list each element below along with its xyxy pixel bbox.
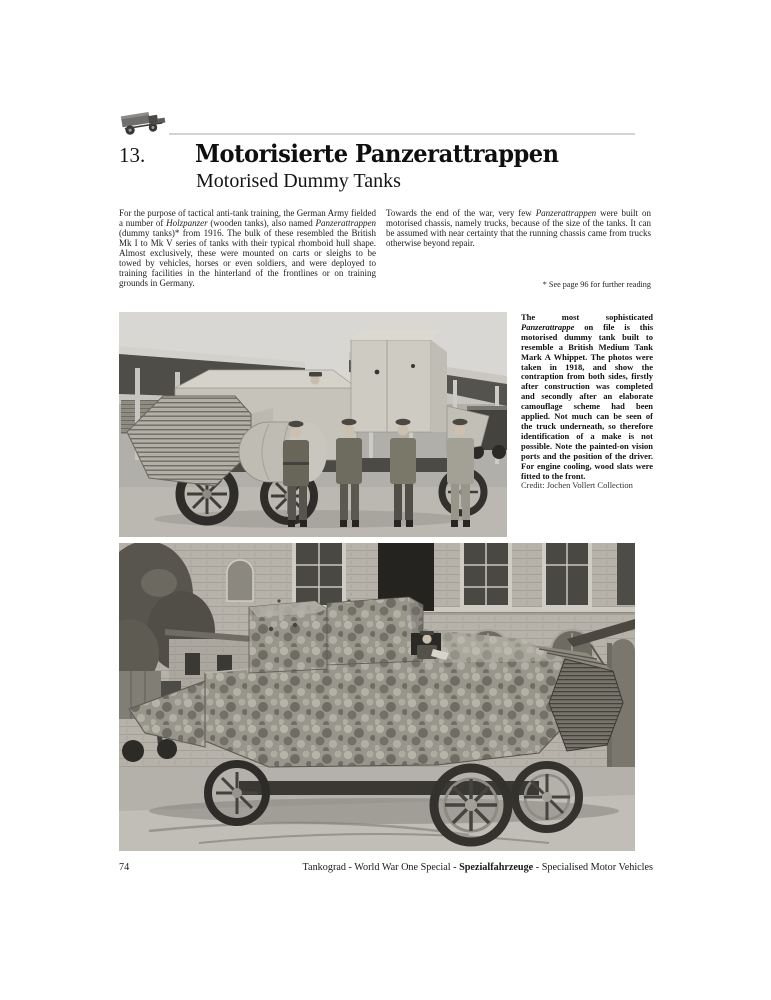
photo-caption xyxy=(521,313,653,491)
chapter-number: 13. xyxy=(119,143,146,167)
vision-port xyxy=(269,627,273,631)
page-number: 74 xyxy=(119,862,130,873)
chapter-title-english: Motorised Dummy Tanks xyxy=(196,170,401,192)
wheel xyxy=(208,764,266,822)
window xyxy=(460,543,512,610)
header-rule xyxy=(169,133,635,135)
photo-dummy-tank-plain xyxy=(119,312,507,537)
chapter-title-german: Motorisierte Panzerattrappen xyxy=(195,139,559,168)
small-arched-window xyxy=(227,560,253,601)
window xyxy=(292,543,346,610)
vintage-truck-icon xyxy=(116,105,170,137)
photo-credit: Credit: Jochen Vollert Collection xyxy=(521,480,633,491)
vision-port xyxy=(293,623,297,627)
caption-text: The most sophisticated Panzerattrappe on file is this motorised dummy tank built to resemble a British Medium Tank Mark A Whippet. The photos were taken in 1918, and show the contraption from both sides, firstly after construction was completed and secondly after an elaborate camouflage scheme had been applied. Not much can be seen of the truck underneath, so therefore identification of a make is not possible. Note the painted-on vision ports and the position of the driver. For engine cooling, wood slats were fitted to the front. xyxy=(521,312,653,481)
footer-text: Tankograd - World War One Special - Spezialfahrzeuge - Specialised Motor Vehicles xyxy=(302,862,653,873)
rear-turret xyxy=(351,330,447,432)
photo-dummy-tank-camouflaged xyxy=(119,543,635,851)
vision-port xyxy=(375,370,380,375)
turret-box xyxy=(327,597,423,665)
window xyxy=(542,543,592,610)
intro-paragraph-right: Towards the end of the war, very few Panzerattrappen were built on motorised chassis, namely trucks, because of the size of the tanks. It can be assumed with near certainty that the running chassis came from trucks otherwise beyond repair. xyxy=(386,208,651,248)
wheel xyxy=(515,765,579,829)
footnote-reference: * See page 96 for further reading xyxy=(542,280,651,289)
intro-paragraph-left: For the purpose of tactical anti-tank training, the German Army fielded a number of Holzpanzer (wooden tanks), also named Panzerattrappen (dummy tanks)* from 1916. The bulk of these resembled the British Mk I to Mk V series of tanks with their typical rhomboid hull shape. Almost exclusively, these were mounted on carts or sleighs to be towed by vehicles, horses or even soldiers, and were deployed to training facilities in the hinterland of the frontlines or on training grounds in Germany. xyxy=(119,208,376,288)
wheel xyxy=(434,768,508,842)
vision-port xyxy=(411,364,415,368)
truck-drawing xyxy=(121,110,167,137)
